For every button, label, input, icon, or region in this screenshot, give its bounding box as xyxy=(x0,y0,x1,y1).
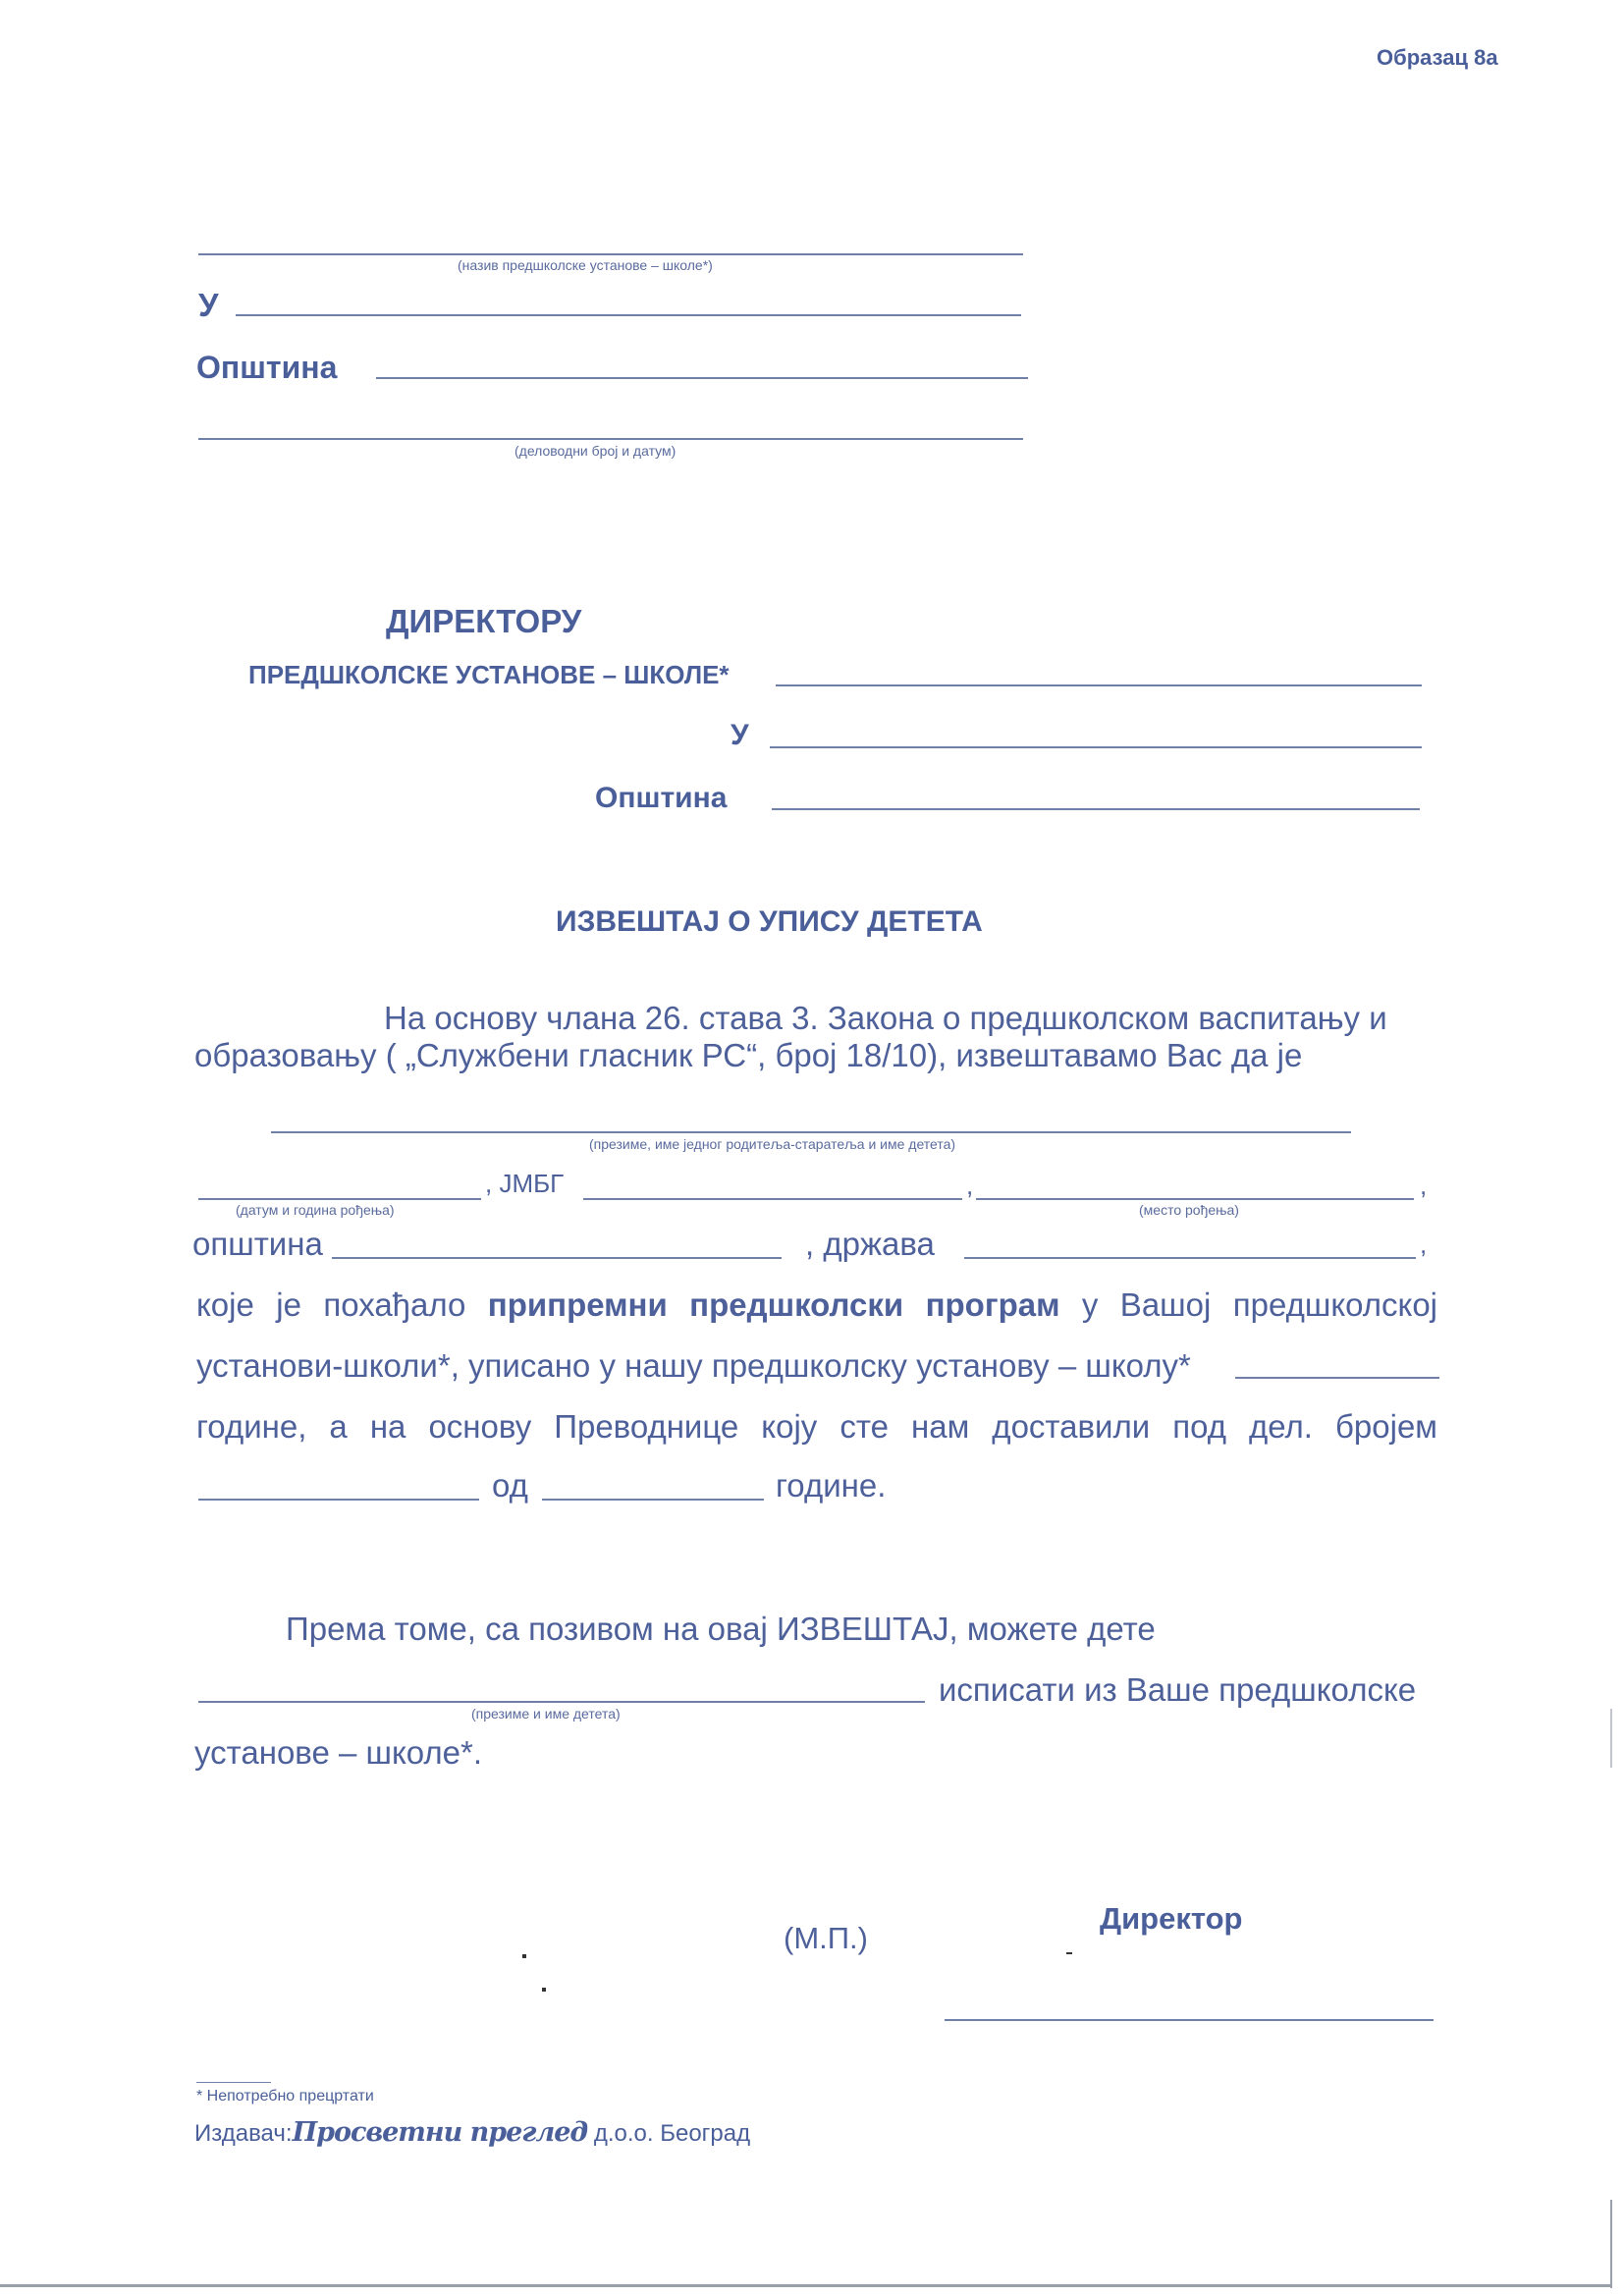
footnote-rule xyxy=(196,2082,271,2083)
form-number: Образац 8а xyxy=(1377,45,1498,70)
number-date-line xyxy=(198,438,1023,440)
number-date-caption: (деловодни број и датум) xyxy=(514,443,677,459)
paragraph-line-1 xyxy=(196,1286,1437,1324)
stray-mark xyxy=(542,1988,546,1992)
od-label: од xyxy=(492,1467,528,1503)
child-opstina-line xyxy=(332,1257,782,1259)
child-drzava-line xyxy=(964,1257,1416,1259)
birth-place-line xyxy=(976,1198,1414,1200)
director-label: Директор xyxy=(1100,1901,1243,1936)
birth-date-caption: (датум и година рођења) xyxy=(236,1202,395,1218)
preschool-program-label: припремни предшколски програм xyxy=(487,1286,1060,1323)
scan-right-mark xyxy=(1610,1709,1612,1768)
addressee-opstina-label: Општина xyxy=(595,782,728,814)
conclusion-child-line xyxy=(198,1701,925,1703)
header-u-label: У xyxy=(198,287,219,323)
scan-bottom-edge xyxy=(0,2284,1610,2287)
addressee-u-label: У xyxy=(731,719,749,751)
conclusion-line-3: установе – школе*. xyxy=(194,1734,483,1771)
jmbg-comma: , xyxy=(966,1171,974,1200)
birth-place-caption: (место рођења) xyxy=(1139,1202,1239,1218)
institution-name-caption: (назив предшколске установе – школе*) xyxy=(458,257,713,273)
intro-line-1: На основу члана 26. става 3. Закона о предшколском васпитању и xyxy=(384,1000,1387,1036)
publisher-prefix: Издавач: xyxy=(194,2120,293,2147)
delivery-number-line xyxy=(198,1499,479,1501)
publisher-line xyxy=(194,2117,750,2148)
child-opstina-label: општина xyxy=(192,1226,323,1262)
conclusion-child-caption: (презиме и име детета) xyxy=(471,1706,621,1722)
jmbg-line xyxy=(583,1198,962,1200)
publisher-suffix: д.о.о. Београд xyxy=(593,2120,751,2147)
stray-mark xyxy=(1066,1952,1072,1954)
birth-date-line xyxy=(198,1198,481,1200)
jmbg-label: , ЈМБГ xyxy=(485,1169,565,1198)
document-title: ИЗВЕШТАЈ О УПИСУ ДЕТЕТА xyxy=(556,905,983,938)
godine-label: године. xyxy=(776,1467,887,1503)
child-drzava-label: , држава xyxy=(805,1226,935,1262)
child-parent-name-caption: (презиме, име једног родитеља-старатеља и име детета) xyxy=(589,1136,956,1152)
paragraph-line-2: установи-школи*, уписано у нашу предшколску установу – школу* xyxy=(196,1347,1191,1384)
director-signature-line xyxy=(945,2019,1434,2021)
child-parent-name-line xyxy=(271,1131,1351,1133)
intro-line-2: образовању ( „Службени гласник РС“, број 18/10), извештавамо Вас да је xyxy=(194,1037,1303,1073)
header-u-line xyxy=(236,314,1021,316)
addressee-u-line xyxy=(770,746,1422,748)
addressee-institution-line xyxy=(776,684,1422,686)
birth-place-comma: , xyxy=(1420,1171,1428,1200)
stray-mark xyxy=(522,1954,526,1958)
addressee-institution-label: ПРЕДШКОЛСКЕ УСТАНОВЕ – ШКОЛЕ* xyxy=(248,660,730,689)
conclusion-line-2-right: исписати из Ваше предшколске xyxy=(939,1671,1417,1708)
scan-right-edge xyxy=(1610,2200,1612,2288)
paragraph-line-1-part-1: које је похађало xyxy=(196,1286,466,1323)
drzava-comma: , xyxy=(1420,1230,1428,1259)
publisher-logo: Просветни преглед xyxy=(292,2117,588,2148)
institution-name-line xyxy=(198,253,1023,255)
enrollment-year-line xyxy=(1235,1377,1439,1379)
conclusion-line-1: Према томе, са позивом на овај ИЗВЕШТАЈ, можете дете xyxy=(286,1611,1156,1647)
addressee-title: ДИРЕКТОРУ xyxy=(386,603,582,639)
paragraph-line-3: године, а на основу Преводнице коју сте нам доставили под дел. бројем xyxy=(196,1408,1437,1445)
paragraph-line-1-part-2: у Вашој предшколској xyxy=(1081,1286,1437,1323)
stamp-label: (М.П.) xyxy=(784,1921,868,1955)
addressee-opstina-line xyxy=(772,808,1420,810)
footnote: * Непотребно прецртати xyxy=(196,2088,374,2105)
delivery-date-line xyxy=(542,1499,764,1501)
header-opstina-label: Општина xyxy=(196,350,338,385)
header-opstina-line xyxy=(376,377,1028,379)
